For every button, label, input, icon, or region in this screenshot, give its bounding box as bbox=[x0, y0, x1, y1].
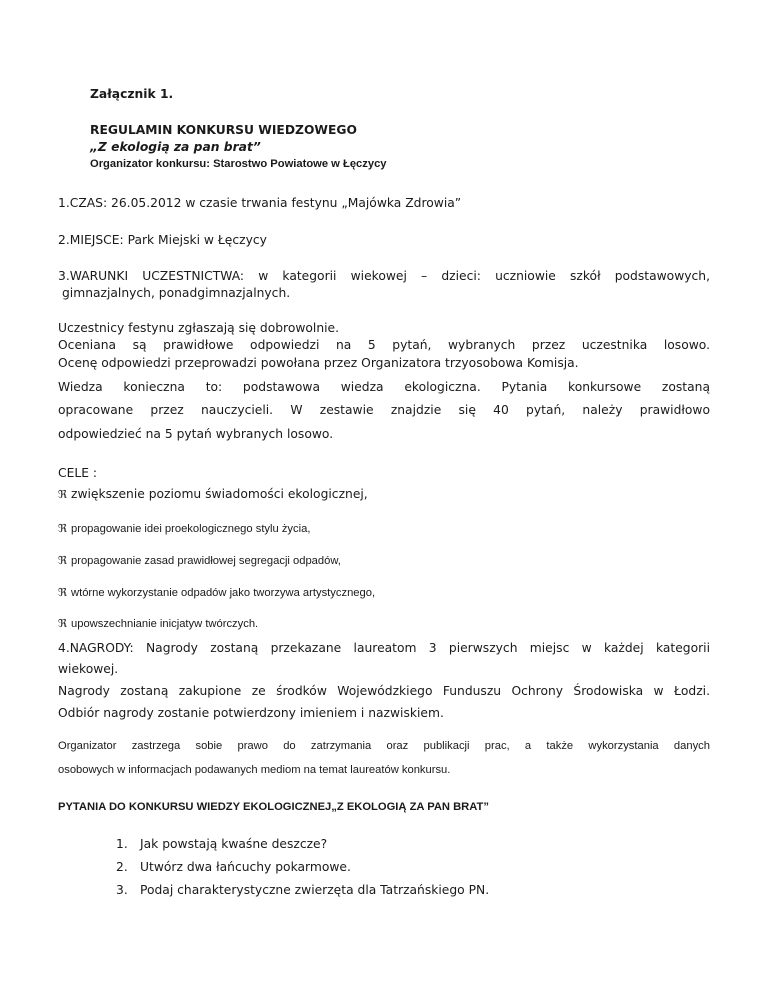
goal-bullet-icon: ℜ bbox=[58, 554, 67, 567]
rule-knowledge-line2: opracowane przez nauczycieli. W zestawie znajdzie się 40 pytań, należy prawidłowo bbox=[58, 403, 710, 417]
question-text: Jak powstają kwaśne deszcze? bbox=[140, 837, 328, 851]
questions-heading: PYTANIA DO KONKURSU WIEDZY EKOLOGICZNEJ„Z EKOLOGIĄ ZA PAN BRAT” bbox=[58, 801, 489, 813]
organizer-note-line2: osobowych w informacjach podawanych mediom na temat laureatów konkursu. bbox=[58, 764, 451, 776]
section-prizes-line1: 4.NAGRODY: Nagrody zostaną przekazane laureatom 3 pierwszych miejsc w każdej kategorii bbox=[58, 641, 710, 655]
goal-item bbox=[58, 553, 341, 569]
rule-scoring: Oceniana są prawidłowe odpowiedzi na 5 pytań, wybranych przez uczestnika losowo. bbox=[58, 338, 710, 352]
goal-item-text: propagowanie zasad prawidłowej segregacji odpadów, bbox=[71, 555, 341, 567]
organizer-note-line1: Organizator zastrzega sobie prawo do zatrzymania oraz publikacji prac, a także wykorzystania danych bbox=[58, 740, 710, 752]
goal-item-text: wtórne wykorzystanie odpadów jako tworzywa artystycznego, bbox=[71, 587, 376, 599]
question-text: Utwórz dwa łańcuchy pokarmowe. bbox=[140, 860, 351, 874]
question-number: 1. bbox=[116, 837, 128, 851]
section-place: 2.MIEJSCE: Park Miejski w Łęczycy bbox=[58, 233, 267, 247]
goal-bullet-icon: ℜ bbox=[58, 586, 67, 599]
goal-item bbox=[58, 585, 375, 601]
goal-item bbox=[58, 521, 310, 537]
question-text: Podaj charakterystyczne zwierzęta dla Tatrzańskiego PN. bbox=[140, 883, 490, 897]
section-conditions-line2: gimnazjalnych, ponadgimnazjalnych. bbox=[62, 286, 291, 300]
goal-item bbox=[58, 486, 368, 503]
goal-bullet-icon: ℜ bbox=[58, 617, 67, 630]
section-prizes-line2: wiekowej. bbox=[58, 662, 119, 676]
section-conditions-line1: 3.WARUNKI UCZESTNICTWA: w kategorii wiekowej – dzieci: uczniowie szkół podstawowych, bbox=[58, 269, 710, 283]
question-number: 3. bbox=[116, 883, 128, 897]
contest-subtitle: „Z ekologią za pan brat” bbox=[90, 140, 261, 154]
rule-knowledge-line3: odpowiedzieć na 5 pytań wybranych losowo. bbox=[58, 427, 334, 441]
question-item bbox=[116, 882, 489, 898]
question-item bbox=[116, 836, 327, 852]
question-number: 2. bbox=[116, 860, 128, 874]
rule-voluntary: Uczestnicy festynu zgłaszają się dobrowolnie. bbox=[58, 321, 340, 335]
rule-commission: Ocenę odpowiedzi przeprowadzi powołana przez Organizatora trzyosobowa Komisja. bbox=[58, 356, 579, 370]
goal-bullet-icon: ℜ bbox=[58, 522, 67, 535]
organizer-line: Organizator konkursu: Starostwo Powiatowe w Łęczycy bbox=[90, 158, 387, 170]
goal-item-text: upowszechnianie inicjatyw twórczych. bbox=[71, 618, 259, 630]
section-time: 1.CZAS: 26.05.2012 w czasie trwania festynu „Majówka Zdrowia” bbox=[58, 196, 462, 210]
attachment-label: Załącznik 1. bbox=[90, 87, 174, 101]
prizes-funding: Nagrody zostaną zakupione ze środków Wojewódzkiego Funduszu Ochrony Środowiska w Łodzi. bbox=[58, 684, 710, 698]
goals-heading: CELE : bbox=[58, 466, 98, 480]
prizes-confirmation: Odbiór nagrody zostanie potwierdzony imieniem i nazwiskiem. bbox=[58, 706, 444, 720]
goal-item-text: zwiększenie poziomu świadomości ekologicznej, bbox=[71, 487, 368, 501]
goal-item-text: propagowanie idei proekologicznego stylu życia, bbox=[71, 523, 311, 535]
question-item bbox=[116, 859, 351, 875]
goal-bullet-icon: ℜ bbox=[58, 488, 67, 501]
regulation-title: REGULAMIN KONKURSU WIEDZOWEGO bbox=[90, 123, 357, 137]
rule-knowledge-line1: Wiedza konieczna to: podstawowa wiedza ekologiczna. Pytania konkursowe zostaną bbox=[58, 380, 710, 394]
goal-item bbox=[58, 616, 258, 632]
